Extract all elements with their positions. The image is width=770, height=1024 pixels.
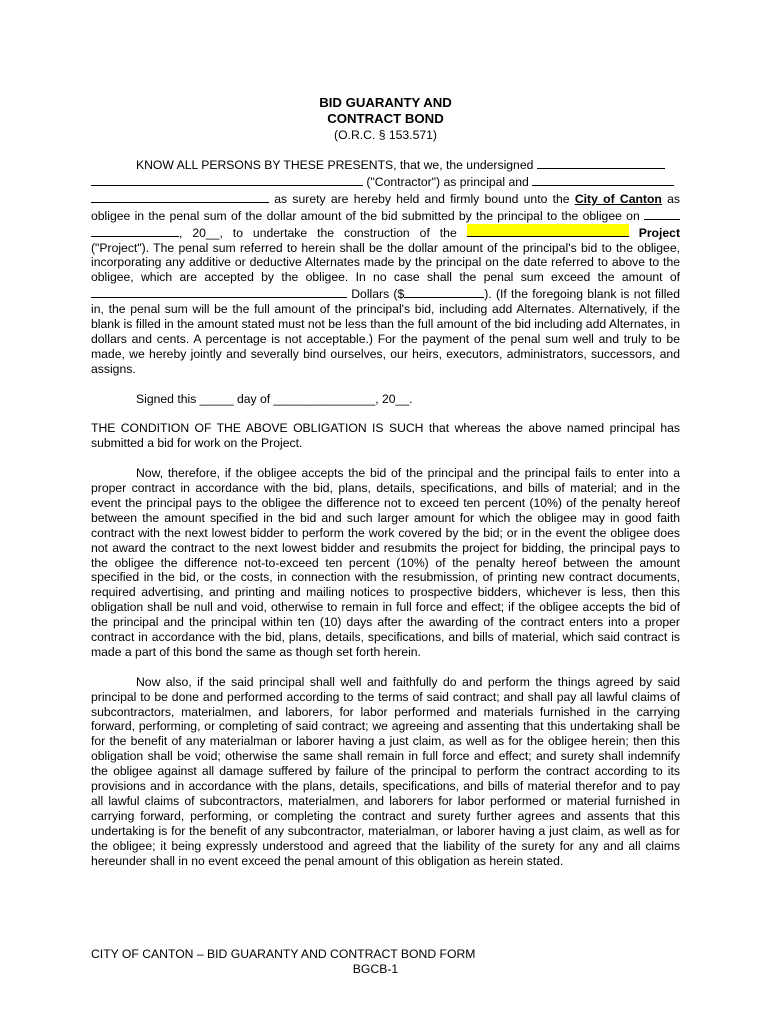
principal-name-field[interactable]: [537, 156, 665, 169]
bid-date-field-cont[interactable]: [91, 224, 179, 237]
document-title-line2: CONTRACT BOND: [327, 111, 444, 126]
para1-text7: Dollars ($: [351, 287, 405, 302]
para1-text5: , 20__, to undertake the construction of the: [179, 225, 457, 240]
document-title-line1: BID GUARANTY AND: [319, 95, 452, 110]
para1-text8: ). (If the foregoing blank is not filled in, the penal sum will be the full amount of the principal's bid, including add Alternates. Alternatively, if the blank is filled in the amount stated must not be less than the full amount of the bid including add Alternates, in dollars and cents. A percentage is not acceptable.) For the payment of the penal sum well and truly to be made, we hereby jointly and severally bind ourselves, our heirs, executors, administrators, successors, and assigns.: [91, 287, 680, 376]
now-also-paragraph: Now also, if the said principal shall well and faithfully do and perform the things agreed by said principal to be done and performed according to the terms of said contract; and shall pay all lawful claims of subcontractors, materialmen, and laborers, for labor performed and materials furnished in the carrying forward, performing, or completing of said contract; we agreeing and assenting that this undertaking shall be for the benefit of any materialman or laborer having a just claim, as well as for the obligee herein; then this obligation shall be void; otherwise the same shall remain in full force and effect; and surety shall indemnify the obligee against all damage suffered by failure of the principal to perform the contract according to its provisions and in accordance with the plans, details, specifications, and bills of material therefor and to pay all lawful claims of subcontractors, materialmen, and laborers for labor performed or material furnished in carrying forward, performing, or completing the contract and surety further agrees and assents that this undertaking is for the benefit of any subcontractor, materialman, or laborer having a just claim, as well as for the obligee; it being expressly understood and agreed that the liability of the surety for any and all claims hereunder shall in no event exceed the penal amount of this obligation as herein stated.: [91, 674, 680, 868]
penal-amount-words-field[interactable]: [91, 285, 347, 298]
bid-date-field[interactable]: [644, 207, 680, 220]
obligee-name: City of Canton: [574, 191, 662, 206]
page-footer: [91, 947, 680, 977]
para1-text6: ("Project"). The penal sum referred to herein shall be the dollar amount of the principal's bid to the obligee, incorporating any additive or deductive Alternates made by the principal on the date referred to above to the obligee, which are accepted by the obligee. In no case shall the penal sum exceed the amount of: [91, 240, 680, 285]
para1-text3: as surety are hereby held and firmly bound unto the: [274, 191, 570, 206]
statute-citation: (O.R.C. § 153.571): [334, 128, 437, 142]
signed-line: Signed this _____ day of _______________, 20__.: [136, 391, 413, 406]
footer-form-title: CITY OF CANTON – BID GUARANTY AND CONTRACT BOND FORM: [91, 947, 476, 961]
surety-name-field-cont[interactable]: [91, 190, 269, 203]
para1-text4: as obligee in the penal sum of the dollar amount of the bid submitted by the principal to the obligee on: [91, 191, 681, 223]
now-therefore-paragraph: Now, therefore, if the obligee accepts the bid of the principal and the principal fails to enter into a proper contract in accordance with the bid, plans, details, specifications, and bills of material; and in the event the principal pays to the obligee the difference not to exceed ten percent (10%) of the penalty hereof between the amount specified in the bid and such larger amount for which the obligee may in good faith contract with the next lowest bidder to perform the work covered by the bid; or in the event the obligee does not award the contract to the next lowest bidder and resubmits the project for bidding, the principal pays to the obligee the difference not-to-exceed ten percent (10%) of the penalty hereof between the amount specified in the bid, or the costs, in connection with the resubmission, of printing new contract documents, required advertising, and printing and mailing notices to prospective bidders, whichever is less, then this obligation shall be null and void, otherwise to remain in full force and effect; if the obligee accepts the bid of the principal and the principal within ten (10) days after the awarding of the contract enters into a proper contract in accordance with the bid, plans, details, specifications, and bills of material, which said contract is made a part of this bond the same as though set forth herein.: [91, 466, 680, 659]
para1-text1: KNOW ALL PERSONS BY THESE PRESENTS, that we, the undersigned: [136, 158, 534, 172]
bond-form-page: [91, 95, 680, 883]
footer-form-code: BGCB-1: [352, 962, 399, 976]
principal-name-field-cont[interactable]: [91, 173, 363, 186]
condition-paragraph: THE CONDITION OF THE ABOVE OBLIGATION IS SUCH that whereas the above named principal has submitted a bid for work on the Project.: [91, 421, 680, 451]
para1-text2: ("Contractor") as principal and: [366, 174, 529, 189]
surety-name-field[interactable]: [532, 173, 674, 186]
bond-opening-paragraph: [91, 156, 680, 377]
project-label: Project: [638, 225, 681, 240]
project-name-field[interactable]: [467, 224, 629, 237]
penal-amount-dollars-field[interactable]: [404, 285, 484, 298]
